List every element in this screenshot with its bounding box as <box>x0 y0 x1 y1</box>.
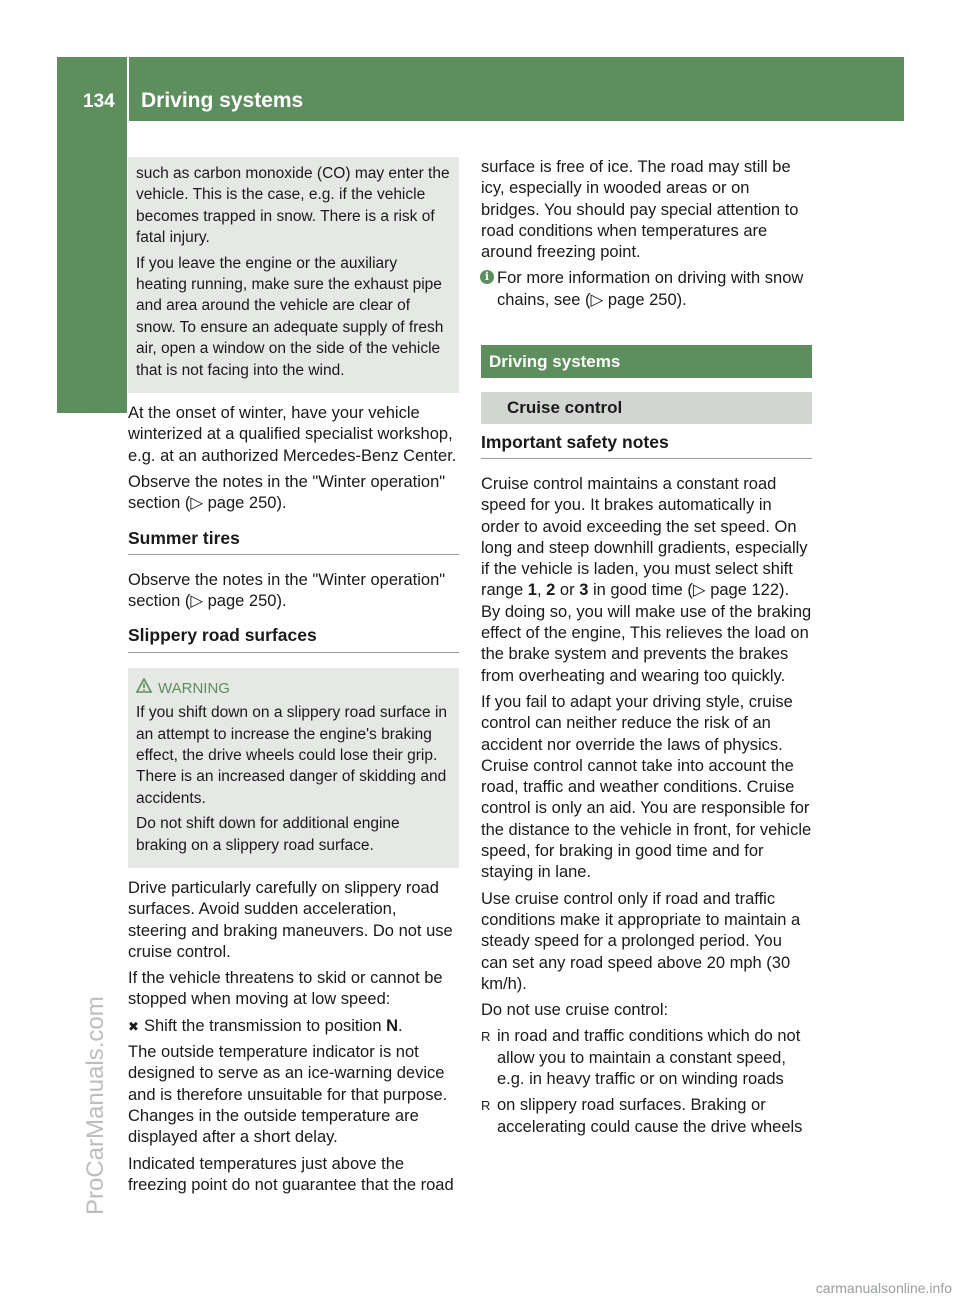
paragraph: If the vehicle threatens to skid or cannot be stopped when moving at low speed: <box>128 969 443 1009</box>
subheading-slippery-roads: Slippery road surfaces <box>128 625 459 652</box>
instruction-step: ✖ Shift the transmission to position N. <box>128 1016 459 1037</box>
paragraph: The outside temperature indicator is not designed to serve as an ice-warning device and is therefore unsuitable for that purpose. Changes in the outside temperature are displayed after a short delay. <box>128 1043 448 1147</box>
right-column <box>481 157 812 1143</box>
continued-warning-box <box>128 157 459 393</box>
paragraph: Drive particularly carefully on slippery road surfaces. Avoid sudden acceleration, steering and braking maneuvers. Do not use cruise control. <box>128 878 453 961</box>
page-number: 134 <box>83 91 115 112</box>
warning-label: WARNING <box>158 679 230 697</box>
bullet-icon: R <box>481 1098 491 1114</box>
bullet-icon: R <box>481 1029 491 1045</box>
arrow-step-icon: ✖ <box>128 1018 139 1034</box>
header-divider <box>127 57 129 121</box>
paragraph: Do not use cruise control: <box>481 1001 669 1020</box>
warning-title <box>136 678 451 699</box>
info-note <box>481 268 812 311</box>
subheading-safety-notes: Important safety notes <box>481 432 812 459</box>
paragraph: Observe the notes in the "Winter operation" section (▷ page 250). <box>128 570 446 611</box>
paragraph: Observe the notes in the "Winter operation" section (▷ page 250). <box>128 472 446 513</box>
side-watermark: ProCarManuals.com <box>82 996 109 1215</box>
subsection-heading-cruise-control: Cruise control <box>481 392 812 423</box>
paragraph: Cruise control maintains a constant road speed for you. It brakes automatically in order to avoid exceeding the set speed. On long and steep downhill gradients, especially if the vehicle is laden, you must select shift range 1, 2 or 3 in good time (▷ page 122). By doing so, you will make use of the braking effect of the engine, This relieves the load on the brake system and prevents the brakes from overheating and wearing too quickly. <box>481 474 812 685</box>
box-paragraph: If you leave the engine or the auxiliary heating running, make sure the exhaust pipe and area around the vehicle are clear of snow. To ensure an adequate supply of fresh air, open a window on the side of the vehicle that is not facing into the wind. <box>136 254 444 379</box>
page-section-title: Driving systems <box>141 89 304 112</box>
paragraph: surface is free of ice. The road may still be icy, especially in wooded areas or on bridges. You should pay special attention to road conditions when temperatures are around freezing point. <box>481 158 799 262</box>
info-text: For more information on driving with snow chains, see (▷ page 250). <box>497 269 804 309</box>
paragraph: If you fail to adapt your driving style, cruise control can neither reduce the risk of an accident nor override the laws of physics. Cruise control cannot take into account the road, traffic and weather conditions. Cruise control is only an aid. You are responsible for the distance to the vehicle in front, for vehicle speed, for braking in good time and for staying in lane. <box>481 692 812 882</box>
box-paragraph: such as carbon monoxide (CO) may enter the vehicle. This is the case, e.g. if the vehicle becomes trapped in snow. There is a risk of fatal injury. <box>136 165 450 247</box>
paragraph: Use cruise control only if road and traffic conditions make it appropriate to maintain a steady speed for a prolonged period. You can set any road speed above 20 mph (30 km/h). <box>481 889 801 993</box>
warning-paragraph: Do not shift down for additional engine braking on a slippery road surface. <box>136 815 400 854</box>
left-column <box>128 157 459 1201</box>
chapter-label: Driving and parking <box>85 216 108 414</box>
list-item: R on slippery road surfaces. Braking or accelerating could cause the drive wheels <box>481 1096 803 1136</box>
paragraph: At the onset of winter, have your vehicle winterized at a qualified specialist workshop, e.g. at an authorized Mercedes-Benz Center. <box>128 404 457 465</box>
warning-triangle-icon <box>136 678 152 699</box>
info-icon: i <box>480 270 494 284</box>
footer-watermark: carmanualsonline.info <box>815 1280 952 1296</box>
subheading-summer-tires: Summer tires <box>128 528 459 555</box>
paragraph: Indicated temperatures just above the freezing point do not guarantee that the road <box>128 1154 454 1194</box>
warning-paragraph: If you shift down on a slippery road surface in an attempt to increase the engine's braking effect, the drive wheels could lose their grip. There is an increased danger of skidding and accidents. <box>136 704 448 807</box>
list-item: R in road and traffic conditions which do not allow you to maintain a constant speed, e.g. in heavy traffic or on winding roads <box>481 1027 801 1088</box>
section-heading-driving-systems: Driving systems <box>481 345 812 378</box>
warning-box <box>128 668 459 868</box>
